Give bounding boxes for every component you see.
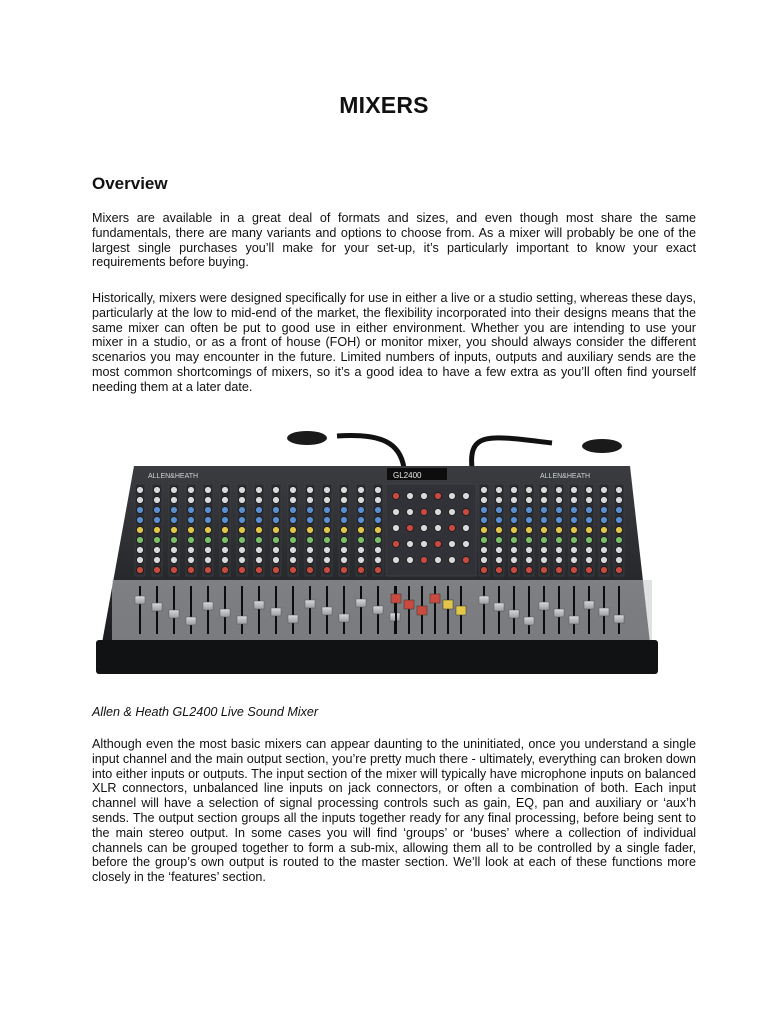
mixer-illustration xyxy=(92,408,672,680)
channel-strip xyxy=(356,484,366,576)
channel-strip xyxy=(509,484,519,576)
mixer-photo xyxy=(92,408,672,680)
fader-section xyxy=(112,580,652,640)
intro-paragraph: Mixers are available in a great deal of formats and sizes, and even though most share the same fundamentals, there are many variants and options to choose from. As a mixer will probably be one of the largest single purchases you’ll make for your set-up, it’s particularly important to know your exact requirements before buying. xyxy=(92,211,696,270)
section-heading-overview: Overview xyxy=(92,174,168,193)
channel-strip xyxy=(186,484,196,576)
figure-caption: Allen & Heath GL2400 Live Sound Mixer xyxy=(92,705,319,719)
channel-strip xyxy=(584,484,594,576)
channel-strip xyxy=(524,484,534,576)
model-label: GL2400 xyxy=(393,471,422,480)
channel-strip xyxy=(339,484,349,576)
channel-strip xyxy=(220,484,230,576)
lamp-right xyxy=(472,438,552,468)
lamp-left-head xyxy=(287,431,327,445)
channel-strip xyxy=(494,484,504,576)
channel-strip xyxy=(288,484,298,576)
history-paragraph: Historically, mixers were designed specifically for use in either a live or a studio setting, whereas these days, particularly at the low to mid-end of the market, the flexibility incorporated into their designs means that the same mixer can often be put to good use in either environment. Whether you are intending to use your mixer in a studio, or as a front of house (FOH) or monitor mixer, you should always consider the different scenarios you may encounter in the future. Limited numbers of inputs, outputs and auxiliary sends are the most common shortcomings of mixers, so it’s a good idea to have a few extra as you’ll often find yourself needing them at a later date. xyxy=(92,291,696,394)
channel-strip xyxy=(373,484,383,576)
channel-strip xyxy=(152,484,162,576)
channel-strip xyxy=(169,484,179,576)
page-title: MIXERS xyxy=(339,92,429,118)
channel-strip xyxy=(614,484,624,576)
channel-strip xyxy=(322,484,332,576)
channel-strip xyxy=(237,484,247,576)
channel-strip xyxy=(554,484,564,576)
channel-strip xyxy=(305,484,315,576)
lamp-right-head xyxy=(582,439,622,453)
channel-strip xyxy=(539,484,549,576)
inputs-outputs-paragraph: Although even the most basic mixers can appear daunting to the uninitiated, once you understand a single input channel and the main output section, you’re pretty much there - ultimately, everything can broken down into either inputs or outputs. The input section of the mixer will typically have microphone inputs on balanced XLR connectors, unbalanced line inputs on jack connectors, or often a combination of both. Each input channel will have a selection of signal processing controls such as gain, EQ, pan and auxiliary or ‘aux’h sends. The output section groups all the inputs together ready for any final processing, before being sent to the main stereo output. In some cases you will find ‘groups’ or ‘buses’ where a collection of individual channels can be grouped together to form a sub-mix, allowing them all to be controlled by a single fader, before the group’s own output is routed to the master section. We’ll look at each of these functions more closely in the ‘features’ section. xyxy=(92,737,696,885)
brand-label-right: ALLEN&HEATH xyxy=(540,473,591,480)
master-section xyxy=(386,484,476,576)
lamp-left xyxy=(337,435,404,468)
channel-strip xyxy=(135,484,145,576)
channel-strip xyxy=(479,484,489,576)
channel-strip xyxy=(599,484,609,576)
channel-strip xyxy=(271,484,281,576)
channel-strip xyxy=(254,484,264,576)
console-front-base xyxy=(96,640,658,674)
brand-label-left: ALLEN&HEATH xyxy=(148,473,199,480)
channel-strip xyxy=(203,484,213,576)
channel-strip xyxy=(569,484,579,576)
